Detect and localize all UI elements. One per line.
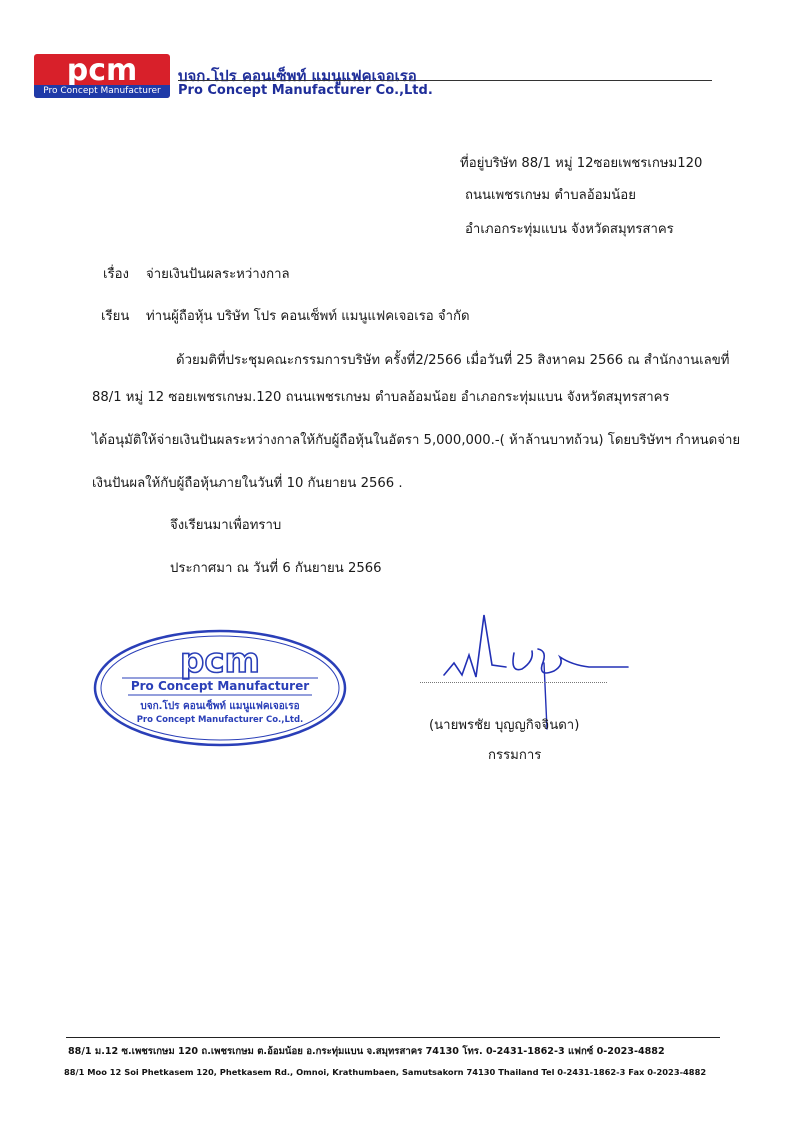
header-rule [178,80,712,81]
company-name-thai: บจก.โปร คอนเซ็พท์ แมนูแฟคเจอเรอ [178,67,417,85]
company-name-english: Pro Concept Manufacturer Co.,Ltd. [178,83,433,98]
logo-text: pcm [66,54,138,85]
footer-address-english: 88/1 Moo 12 Soi Phetkasem 120, Phetkasem Rd., Omnoi, Krathumbaen, Samutsakorn 74130 Thailand Tel 0-2431-1862-3 Fax 0-2023-4882 [64,1067,707,1077]
signature-line [420,682,607,683]
body-line-3: ได้อนุมัติให้จ่ายเงินปันผลระหว่างกาลให้กับผู้ถือหุ้นในอัตรา 5,000,000.-( ห้าล้านบาทถ้วน) โดยบริษัทฯ กำหนดจ่าย [92,433,741,448]
footer-rule [66,1037,720,1038]
subject-value: จ่ายเงินปันผลระหว่างกาล [146,267,290,282]
body-line-1: ด้วยมติที่ประชุมคณะกรรมการบริษัท ครั้งที่2/2566 เมื่อวันที่ 25 สิงหาคม 2566 ณ สำนักงานเลขที่ [176,353,730,368]
recipient-label: เรียน [101,309,130,324]
footer-address-thai: 88/1 ม.12 ซ.เพชรเกษม 120 ถ.เพชรเกษม ต.อ้อมน้อย อ.กระทุ่มแบน จ.สมุทรสาคร 74130 โทร. 0-2431-1862-3 แฟกซ์ 0-2023-4882 [68,1046,665,1057]
signatory-name: (นายพรชัย บุญญกิจจินดา) [429,718,580,733]
closing-inform: จึงเรียนมาเพื่อทราบ [170,518,282,533]
address-line-1: ที่อยู่บริษัท 88/1 หมู่ 12ซอยเพชรเกษม120 [460,156,703,171]
subject-label: เรื่อง [103,267,129,282]
stamp-logo-text: pcm [180,641,260,681]
body-line-2: 88/1 หมู่ 12 ซอยเพชรเกษม.120 ถนนเพชรเกษม ตำบลอ้อมน้อย อำเภอกระทุ่มแบน จังหวัดสมุทรสาคร [92,390,670,405]
logo-subtitle: Pro Concept Manufacturer [34,85,170,98]
body-line-4: เงินปันผลให้กับผู้ถือหุ้นภายในวันที่ 10 กันยายน 2566 . [92,476,403,491]
company-logo [34,54,170,98]
recipient-value: ท่านผู้ถือหุ้น บริษัท โปร คอนเซ็พท์ แมนูแฟคเจอเรอ จำกัด [146,309,470,324]
address-line-3: อำเภอกระทุ่มแบน จังหวัดสมุทรสาคร [465,222,674,237]
stamp-line-3: Pro Concept Manufacturer Co.,Ltd. [136,715,304,725]
stamp-line-1: Pro Concept Manufacturer [130,679,310,693]
signatory-title: กรรมการ [488,748,542,763]
announcement-date: ประกาศมา ณ วันที่ 6 กันยายน 2566 [170,561,382,576]
stamp-line-2: บจก.โปร คอนเซ็พท์ แมนูแฟคเจอเรอ [140,701,300,712]
address-line-2: ถนนเพชรเกษม ตำบลอ้อมน้อย [465,188,636,203]
handwritten-signature [414,605,638,730]
company-stamp [92,628,348,748]
pcm-logo-icon [34,54,170,85]
